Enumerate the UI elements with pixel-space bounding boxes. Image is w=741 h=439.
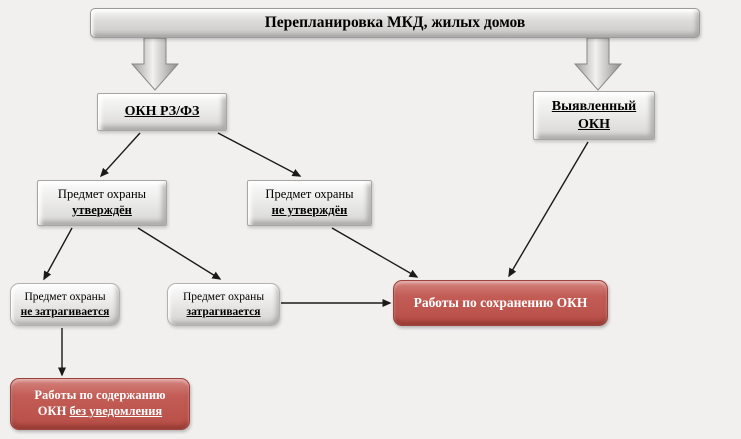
predmet-ne-utverzhden-line1: Предмет охраны [265,187,354,202]
node-predmet-zatragivaetsya [167,283,280,326]
vyyavlenny-okn-line2: ОКН [578,116,610,132]
okn-rz-fz-label: ОКН РЗ/ФЗ [124,104,200,120]
arrow-vyyavlenny-to-sokhranenie [509,142,588,276]
block-arrow-left [132,38,178,90]
predmet-ne-utverzhden-line2: не утверждён [271,203,348,217]
arrow-utverzhden-to-ne-zatragivaetsya [44,228,72,279]
predmet-ne-zatragivaetsya-line1: Предмет охраны [24,291,106,304]
raboty-soderzhanie-line2 [38,404,162,420]
predmet-utverzhden-line2: утверждён [72,203,132,217]
node-predmet-utverzhden [37,180,167,226]
node-vyyavlenny-okn [533,91,655,140]
node-okn-rz-fz [97,93,227,131]
node-predmet-ne-utverzhden [247,180,372,226]
predmet-utverzhden-line1: Предмет охраны [57,187,147,202]
predmet-zatragivaetsya-line1: Предмет охраны [182,291,265,304]
node-raboty-soderzhanie [10,378,190,430]
arrow-okn-to-utverzhden [101,133,140,176]
vyyavlenny-okn-line1: Выявленный [551,99,637,114]
node-title [90,8,700,38]
arrow-utverzhden-to-zatragivaetsya [138,228,220,279]
block-arrow-right [575,38,621,90]
arrow-okn-to-ne-utverzhden [218,133,300,176]
raboty-sokhranenie-label: Работы по сохранению ОКН [413,294,588,310]
raboty-soderzhanie-line2-plain: ОКН [37,404,70,418]
node-raboty-sokhranenie [393,280,608,326]
node-predmet-ne-zatragivaetsya [10,283,120,326]
title-text: Перепланировка МКД, жилых домов [264,14,526,32]
predmet-zatragivaetsya-line2: затрагивается [186,305,261,318]
raboty-soderzhanie-line1: Работы по содержанию [34,388,166,403]
predmet-ne-zatragivaetsya-line2: не затрагивается [20,305,110,318]
raboty-soderzhanie-line2-underlined: без уведомления [69,404,163,418]
arrow-ne-utverzhden-to-sokhranenie [332,228,417,277]
